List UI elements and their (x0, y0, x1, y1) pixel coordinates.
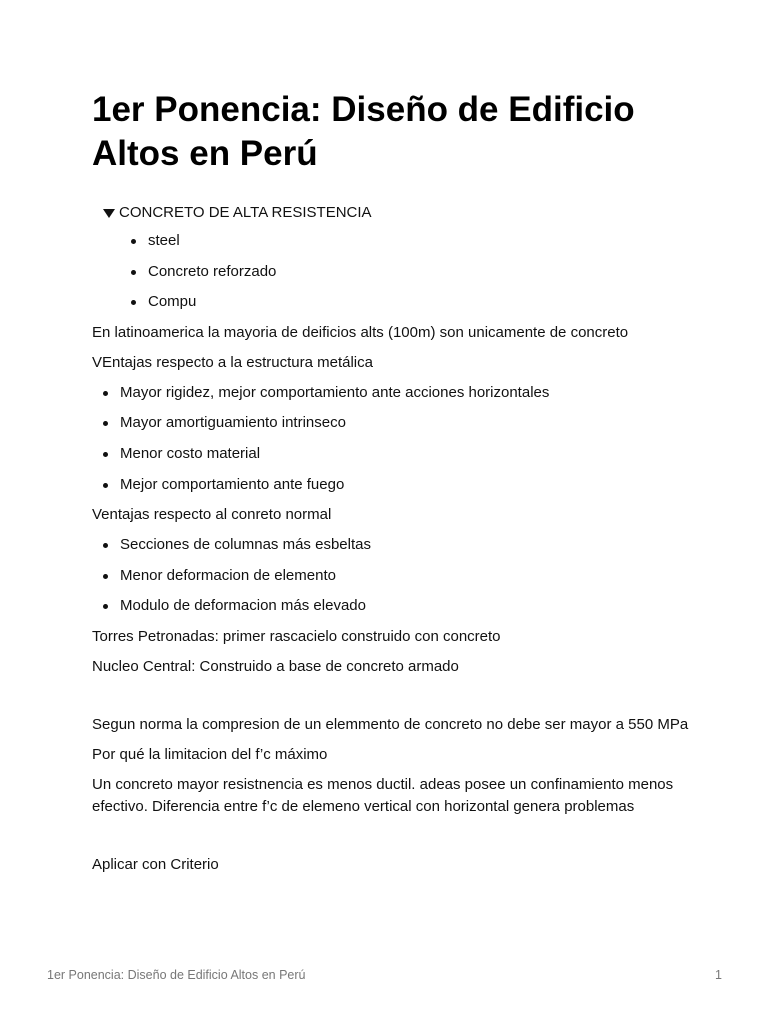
paragraph: Aplicar con Criterio (92, 855, 219, 873)
list-item: Menor costo material (102, 443, 692, 465)
paragraph: Un concreto mayor resistnencia es menos ductil. adeas posee un confinamiento menos efectivo. Diferencia entre f’c de elemeno vertical con horizontal genera problemas (92, 775, 674, 815)
list-item: Secciones de columnas más esbeltas (102, 534, 692, 556)
list-item: Menor deformacion de elemento (102, 565, 692, 587)
toggle-label: CONCRETO DE ALTA RESISTENCIA (119, 204, 372, 221)
bullet-list-normal (102, 534, 692, 617)
list-item: Mejor comportamiento ante fuego (102, 474, 692, 496)
paragraph: En latinoamerica la mayoria de deificios alts (100m) son unicamente de concreto (92, 323, 629, 341)
list-item: Mayor amortiguamiento intrinseco (102, 412, 692, 434)
page-number: 1 (715, 968, 722, 982)
toggle-block[interactable] (103, 200, 692, 226)
page-title: 1er Ponencia: Diseño de Edificio Altos en Perú (92, 90, 635, 173)
empty-block (92, 826, 692, 854)
triangle-down-icon[interactable] (103, 209, 115, 218)
paragraph: Nucleo Central: Construido a base de concreto armado (92, 657, 459, 675)
paragraph: Por qué la limitacion del f’c máximo (92, 745, 328, 763)
paragraph: VEntajas respecto a la estructura metálica (92, 353, 373, 371)
bullet-list-metal (102, 382, 692, 496)
paragraph: Segun norma la compresion de un elemmento de concreto no debe ser mayor a 550 MPa (92, 715, 689, 733)
list-item: Modulo de deformacion más elevado (102, 595, 692, 617)
toggle-list (130, 230, 692, 313)
paragraph: Torres Petronadas: primer rascacielo construido con concreto (92, 627, 501, 645)
empty-block (92, 686, 692, 714)
page-content (92, 200, 692, 884)
footer-title: 1er Ponencia: Diseño de Edificio Altos en Perú (47, 968, 306, 982)
list-item: steel (130, 230, 692, 252)
list-item: Concreto reforzado (130, 261, 692, 283)
list-item: Compu (130, 291, 692, 313)
list-item: Mayor rigidez, mejor comportamiento ante acciones horizontales (102, 382, 692, 404)
paragraph: Ventajas respecto al conreto normal (92, 506, 332, 524)
